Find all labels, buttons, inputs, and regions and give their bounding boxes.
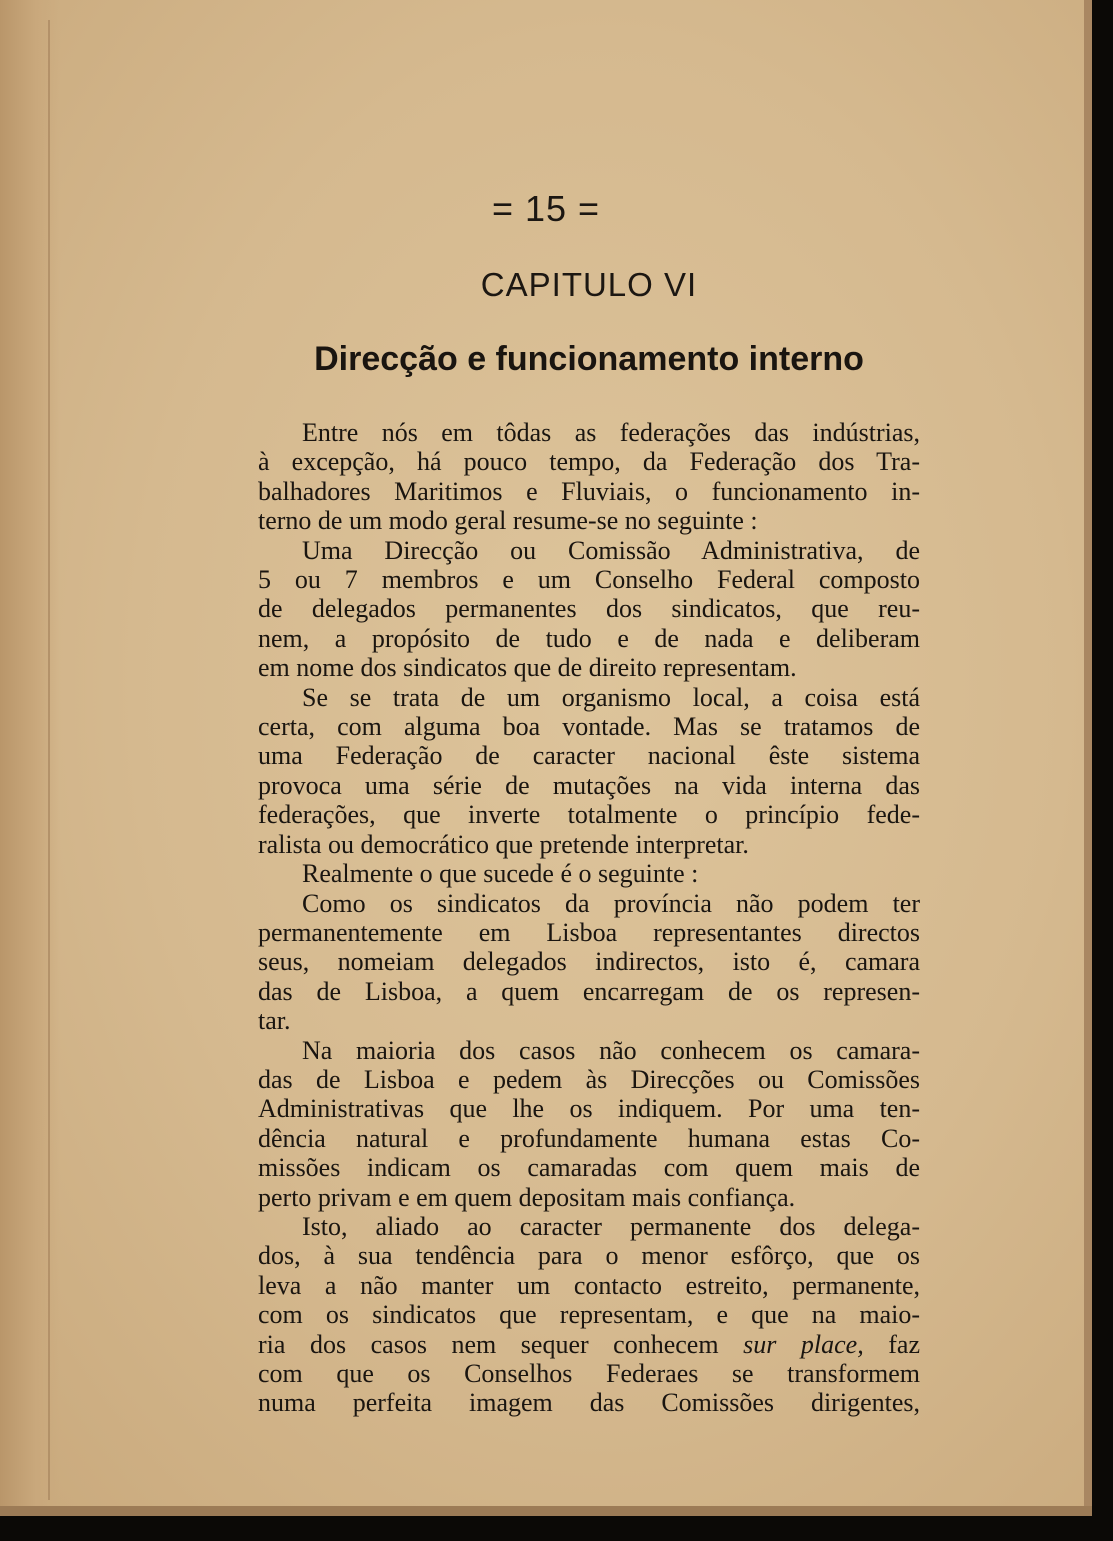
text-line-content: Isto, aliado ao caracter permanente dos delega- [302, 1211, 920, 1241]
text-line [258, 1241, 920, 1270]
text-line [258, 536, 920, 565]
text-line-content: provoca uma série de mutações na vida interna das [258, 770, 920, 800]
text-line [258, 947, 920, 976]
text-line [258, 1300, 920, 1329]
text-line-content: missões indicam os camaradas com quem mais de [258, 1153, 920, 1183]
text-line [258, 1183, 920, 1212]
text-line-content: perto privam e em quem depositam mais confiança. [258, 1182, 796, 1212]
text-line [258, 1006, 920, 1035]
page-bottom-edge [0, 1506, 1092, 1516]
text-line-content: das de Lisboa, a quem encarregam de os represen- [258, 976, 920, 1006]
text-line-content: com os sindicatos que representam, e que na maio- [258, 1300, 920, 1330]
text-line [258, 418, 920, 447]
text-line [258, 977, 920, 1006]
text-line [258, 594, 920, 623]
text-line-content: ralista ou democrático que pretende interpretar. [258, 829, 749, 859]
text-line [258, 889, 920, 918]
text-line-content: seus, nomeiam delegados indirectos, isto é, camara [258, 947, 920, 977]
text-line [258, 1153, 920, 1182]
text-line-content: tar. [258, 1006, 291, 1036]
text-line [258, 712, 920, 741]
text-line-content: federações, que inverte totalmente o princípio fede- [258, 800, 920, 830]
text-line-content: balhadores Maritimos e Fluviais, o funcionamento in- [258, 476, 920, 506]
text-line [258, 1124, 920, 1153]
text-line-content: Na maioria dos casos não conhecem os camara- [302, 1035, 920, 1065]
text-line [258, 624, 920, 653]
text-line [258, 1271, 920, 1300]
text-line-content: permanentemente em Lisboa representantes directos [258, 917, 920, 947]
chapter-title: CAPITULO VI [480, 266, 698, 303]
text-line-content: dência natural e profundamente humana estas Co- [258, 1123, 920, 1153]
body-text [258, 418, 920, 1418]
text-line-content: uma Federação de caracter nacional êste sistema [258, 741, 920, 771]
text-line-content: 5 ou 7 membros e um Conselho Federal composto [258, 565, 920, 595]
text-line [258, 506, 920, 535]
text-line-content: Uma Direcção ou Comissão Administrativa, de [302, 535, 920, 565]
section-title: Direcção e funcionamento interno [314, 340, 864, 378]
text-line-content: das de Lisboa e pedem às Direcções ou Comissões [258, 1064, 920, 1094]
text-line-content: em nome dos sindicatos que de direito representam. [258, 653, 797, 683]
text-line-content: dos, à sua tendência para o menor esfôrço, que os [258, 1241, 920, 1271]
text-line [258, 1388, 920, 1417]
text-line [258, 918, 920, 947]
text-line [258, 1359, 920, 1388]
text-line-content: ria dos casos nem sequer conhecem [258, 1329, 719, 1359]
text-line [258, 859, 920, 888]
text-line-content: Se se trata de um organismo local, a coisa está [302, 682, 920, 712]
text-line-content: numa perfeita imagem das Comissões dirigentes, [258, 1388, 920, 1418]
text-line-content: de delegados permanentes dos sindicatos, que reu- [258, 594, 920, 624]
text-line-content: Administrativas que lhe os indiquem. Por uma ten- [258, 1094, 920, 1124]
text-line-content: nem, a propósito de tudo e de nada e deliberam [258, 623, 920, 653]
text-line [258, 1330, 920, 1359]
text-line-content: com que os Conselhos Federaes se transformem [258, 1359, 920, 1388]
text-line-content: certa, com alguma boa vontade. Mas se tratamos de [258, 712, 920, 742]
page-fold-line [48, 20, 50, 1500]
text-line-content: terno de um modo geral resume-se no seguinte : [258, 506, 758, 536]
text-line [258, 447, 920, 476]
text-line [258, 741, 920, 770]
page-number: = 15 = [491, 188, 601, 229]
text-line [258, 1036, 920, 1065]
text-line [258, 477, 920, 506]
text-line [258, 653, 920, 682]
text-line [258, 565, 920, 594]
text-line [258, 830, 920, 859]
text-line [258, 1212, 920, 1241]
text-line [258, 683, 920, 712]
text-line-content: Realmente o que sucede é o seguinte : [302, 859, 699, 889]
italic-phrase: sur place, [743, 1329, 864, 1359]
text-line-content: à excepção, há pouco tempo, da Federação dos Tra- [258, 447, 920, 477]
text-line [258, 1065, 920, 1094]
text-line-content: Entre nós em tôdas as federações das indústrias, [302, 418, 920, 447]
text-line-content: leva a não manter um contacto estreito, permanente, [258, 1270, 920, 1300]
text-line-tail: faz [888, 1329, 921, 1359]
text-line-content: Como os sindicatos da província não podem ter [302, 888, 920, 918]
text-line [258, 771, 920, 800]
text-line [258, 1094, 920, 1123]
text-line [258, 800, 920, 829]
